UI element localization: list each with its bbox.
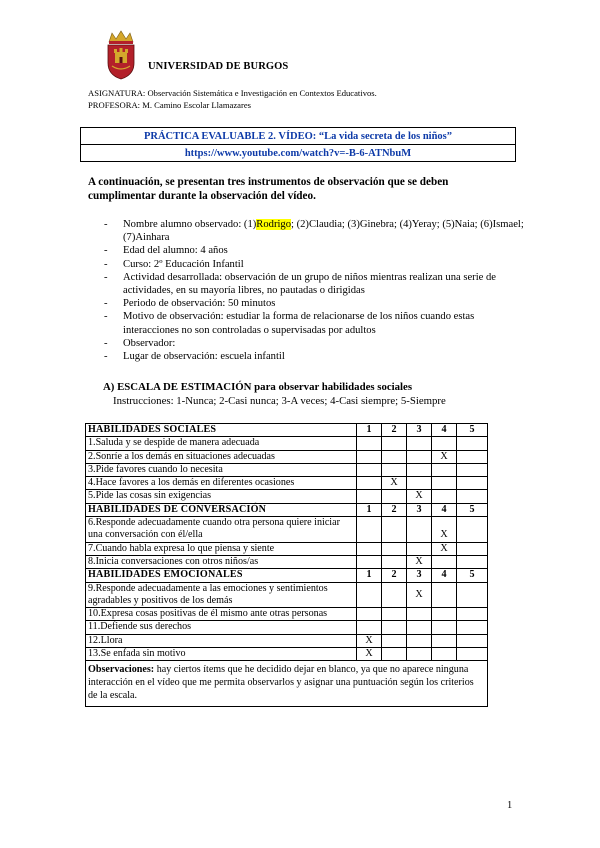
rating-cell[interactable] [432, 634, 457, 647]
page-number: 1 [507, 800, 513, 811]
asignatura-line: ASIGNATURA: Observación Sistemática e Investigación en Contextos Educativos. [88, 88, 377, 98]
col-header: 5 [457, 424, 488, 437]
col-header: 4 [432, 569, 457, 582]
table-row [86, 542, 488, 555]
col-header: 2 [382, 503, 407, 516]
rating-cell[interactable] [432, 608, 457, 621]
bullet-dash: - [104, 219, 108, 230]
section-header: HABILIDADES EMOCIONALES [86, 569, 357, 582]
rating-cell[interactable] [432, 555, 457, 568]
col-header: 3 [407, 503, 432, 516]
rating-cell-marked[interactable]: X [407, 490, 432, 503]
rating-cell[interactable] [432, 490, 457, 503]
table-row [86, 437, 488, 450]
table-row [86, 621, 488, 634]
rating-cell[interactable] [407, 608, 432, 621]
rating-cell-marked[interactable]: X [432, 517, 457, 543]
table-row [86, 450, 488, 463]
rating-cell[interactable] [382, 648, 407, 661]
rating-cell[interactable] [357, 477, 382, 490]
rating-cell[interactable] [357, 608, 382, 621]
escala-instructions: Instrucciones: 1-Nunca; 2-Casi nunca; 3-A veces; 4-Casi siempre; 5-Siempre [113, 394, 446, 407]
item-label: 11.Defiende sus derechos [86, 621, 357, 634]
curso-text: Curso: 2º Educación Infantil [123, 258, 244, 270]
col-header: 4 [432, 503, 457, 516]
rating-cell[interactable] [407, 621, 432, 634]
rating-cell[interactable] [357, 555, 382, 568]
item-label: 13.Se enfada sin motivo [86, 648, 357, 661]
periodo-text: Periodo de observación: 50 minutos [123, 298, 276, 310]
rating-cell-marked[interactable]: X [432, 542, 457, 555]
col-header: 3 [407, 569, 432, 582]
item-label: 1.Saluda y se despide de manera adecuada [86, 437, 357, 450]
rating-cell[interactable] [407, 477, 432, 490]
bullet-dash: - [104, 271, 108, 283]
rating-cell[interactable] [407, 437, 432, 450]
rating-cell[interactable] [382, 634, 407, 647]
rating-cell[interactable] [407, 450, 432, 463]
bullet-dash: - [104, 245, 108, 257]
profesora-line: PROFESORA: M. Camino Escolar Llamazares [88, 100, 252, 110]
rating-cell[interactable] [382, 450, 407, 463]
course-info [88, 87, 377, 111]
item-label: 6.Responde adecuadamente cuando otra persona quiere iniciar una conversación con él/ella [86, 517, 357, 543]
rating-cell[interactable] [407, 634, 432, 647]
rating-cell[interactable] [457, 450, 488, 463]
highlighted-student: Rodrigo [256, 219, 292, 230]
list-item-lugar [104, 350, 524, 363]
table-row [86, 634, 488, 647]
rating-cell-marked[interactable]: X [382, 477, 407, 490]
rating-cell[interactable] [357, 463, 382, 476]
item-label: 2.Sonríe a los demás en situaciones adecuadas [86, 450, 357, 463]
bullet-dash: - [104, 298, 108, 310]
student-info-list [104, 218, 524, 363]
section-header-row [86, 569, 488, 582]
observations-text: hay ciertos ítems que he decidido dejar en blanco, ya que no aparece ninguna interacción en el vídeo que me permita observarlos y asignar una puntuación según los criterios de la escala. [88, 664, 474, 702]
bullet-dash: - [104, 311, 108, 323]
item-label: 10.Expresa cosas positivas de él mismo ante otras personas [86, 608, 357, 621]
university-crest-logo [104, 28, 138, 80]
nombre-rest: ; (2)Claudia; (3)Ginebra; (4)Yeray; (5)Naia; (6)Ismael; (7)Ainhara [123, 219, 524, 244]
rating-cell[interactable] [382, 621, 407, 634]
table-row [86, 582, 488, 608]
bullet-dash: - [104, 337, 108, 349]
rating-cell[interactable] [382, 517, 407, 543]
rating-cell[interactable] [432, 463, 457, 476]
col-header: 5 [457, 503, 488, 516]
list-item-curso [104, 258, 524, 271]
item-label: 12.Llora [86, 634, 357, 647]
intro-paragraph: A continuación, se presentan tres instrumentos de observación que se deben cumplimentar durante la observación del vídeo. [88, 176, 449, 202]
section-header: HABILIDADES DE CONVERSACIÓN [86, 503, 357, 516]
rating-scale-table [85, 423, 488, 707]
rating-cell[interactable] [407, 648, 432, 661]
list-item-periodo [104, 297, 524, 310]
col-header: 1 [357, 424, 382, 437]
rating-cell-marked[interactable]: X [407, 555, 432, 568]
section-header-row [86, 424, 488, 437]
list-item-actividad [104, 271, 524, 297]
rating-cell[interactable] [457, 463, 488, 476]
rating-cell[interactable] [382, 582, 407, 608]
rating-cell[interactable] [357, 621, 382, 634]
rating-cell[interactable] [407, 542, 432, 555]
observations-row [86, 661, 488, 707]
list-item-motivo [104, 310, 524, 336]
item-label: 4.Hace favores a los demás en diferentes ocasiones [86, 477, 357, 490]
escala-title: A) ESCALA DE ESTIMACIÓN para observar habilidades sociales [103, 381, 413, 393]
col-header: 1 [357, 503, 382, 516]
practica-title: PRÁCTICA EVALUABLE 2. VÍDEO: “La vida secreta de los niños” [81, 128, 516, 145]
motivo-text: Motivo de observación: estudiar la forma de relacionarse de los niños cuando estas interacciones no son controladas o supervisadas por adultos [123, 311, 475, 336]
rating-cell[interactable] [432, 648, 457, 661]
section-header: HABILIDADES SOCIALES [86, 424, 357, 437]
nombre-prefix: Nombre alumno observado: (1) [123, 219, 257, 230]
observations-label: Observaciones: [88, 664, 155, 676]
rating-cell[interactable] [457, 608, 488, 621]
rating-cell[interactable] [357, 437, 382, 450]
rating-cell-marked[interactable]: X [432, 450, 457, 463]
rating-cell[interactable] [457, 634, 488, 647]
rating-cell[interactable] [382, 463, 407, 476]
table-row [86, 648, 488, 661]
rating-cell[interactable] [432, 477, 457, 490]
col-header: 3 [407, 424, 432, 437]
rating-cell-marked[interactable]: X [357, 648, 382, 661]
col-header: 4 [432, 424, 457, 437]
observations-cell[interactable] [86, 661, 488, 707]
lugar-text: Lugar de observación: escuela infantil [123, 351, 285, 363]
rating-cell[interactable] [357, 490, 382, 503]
escala-section [103, 381, 446, 408]
rating-cell[interactable] [432, 582, 457, 608]
actividad-text: Actividad desarrollada: observación de un grupo de niños mientras realizan una serie de actividades, en su mayoría libres, no pautadas o dirigidas [123, 271, 497, 297]
rating-cell[interactable] [407, 517, 432, 543]
item-label: 5.Pide las cosas sin exigencias [86, 490, 357, 503]
bullet-dash: - [104, 258, 108, 270]
edad-text: Edad del alumno: 4 años [123, 245, 228, 257]
table-row [86, 477, 488, 490]
university-name: UNIVERSIDAD DE BURGOS [148, 61, 289, 72]
rating-cell[interactable] [457, 542, 488, 555]
rating-cell[interactable] [457, 621, 488, 634]
rating-cell-marked[interactable]: X [407, 582, 432, 608]
col-header: 2 [382, 569, 407, 582]
rating-cell[interactable] [382, 555, 407, 568]
observador-text: Observador: [123, 337, 176, 349]
rating-cell[interactable] [457, 490, 488, 503]
list-item-observador [104, 337, 524, 350]
rating-cell[interactable] [382, 542, 407, 555]
list-item-edad [104, 244, 524, 257]
table-row [86, 463, 488, 476]
rating-cell[interactable] [357, 517, 382, 543]
rating-cell[interactable] [357, 450, 382, 463]
col-header: 1 [357, 569, 382, 582]
table-row [86, 608, 488, 621]
bullet-dash: - [104, 351, 108, 363]
item-label: 3.Pide favores cuando lo necesita [86, 463, 357, 476]
rating-cell[interactable] [457, 517, 488, 543]
rating-cell[interactable] [382, 490, 407, 503]
rating-cell[interactable] [357, 582, 382, 608]
section-header-row [86, 503, 488, 516]
rating-cell-marked[interactable]: X [357, 634, 382, 647]
rating-cell[interactable] [432, 437, 457, 450]
item-label: 8.Inicia conversaciones con otros niños/as [86, 555, 357, 568]
rating-cell[interactable] [357, 542, 382, 555]
rating-cell[interactable] [457, 648, 488, 661]
table-row [86, 490, 488, 503]
col-header: 5 [457, 569, 488, 582]
item-label: 7.Cuando habla expresa lo que piensa y siente [86, 542, 357, 555]
rating-cell[interactable] [457, 555, 488, 568]
table-row [86, 555, 488, 568]
rating-cell[interactable] [432, 621, 457, 634]
list-item-nombre [104, 218, 524, 244]
rating-cell[interactable] [457, 477, 488, 490]
rating-cell[interactable] [382, 608, 407, 621]
col-header: 2 [382, 424, 407, 437]
rating-cell[interactable] [457, 437, 488, 450]
rating-cell[interactable] [382, 437, 407, 450]
practica-box [80, 127, 516, 162]
video-link[interactable]: https://www.youtube.com/watch?v=-B-6-ATNbuM [81, 145, 516, 162]
table-row [86, 517, 488, 543]
item-label: 9.Responde adecuadamente a las emociones y sentimientos agradables y positivos de los demás [86, 582, 357, 608]
rating-cell[interactable] [457, 582, 488, 608]
rating-cell[interactable] [407, 463, 432, 476]
